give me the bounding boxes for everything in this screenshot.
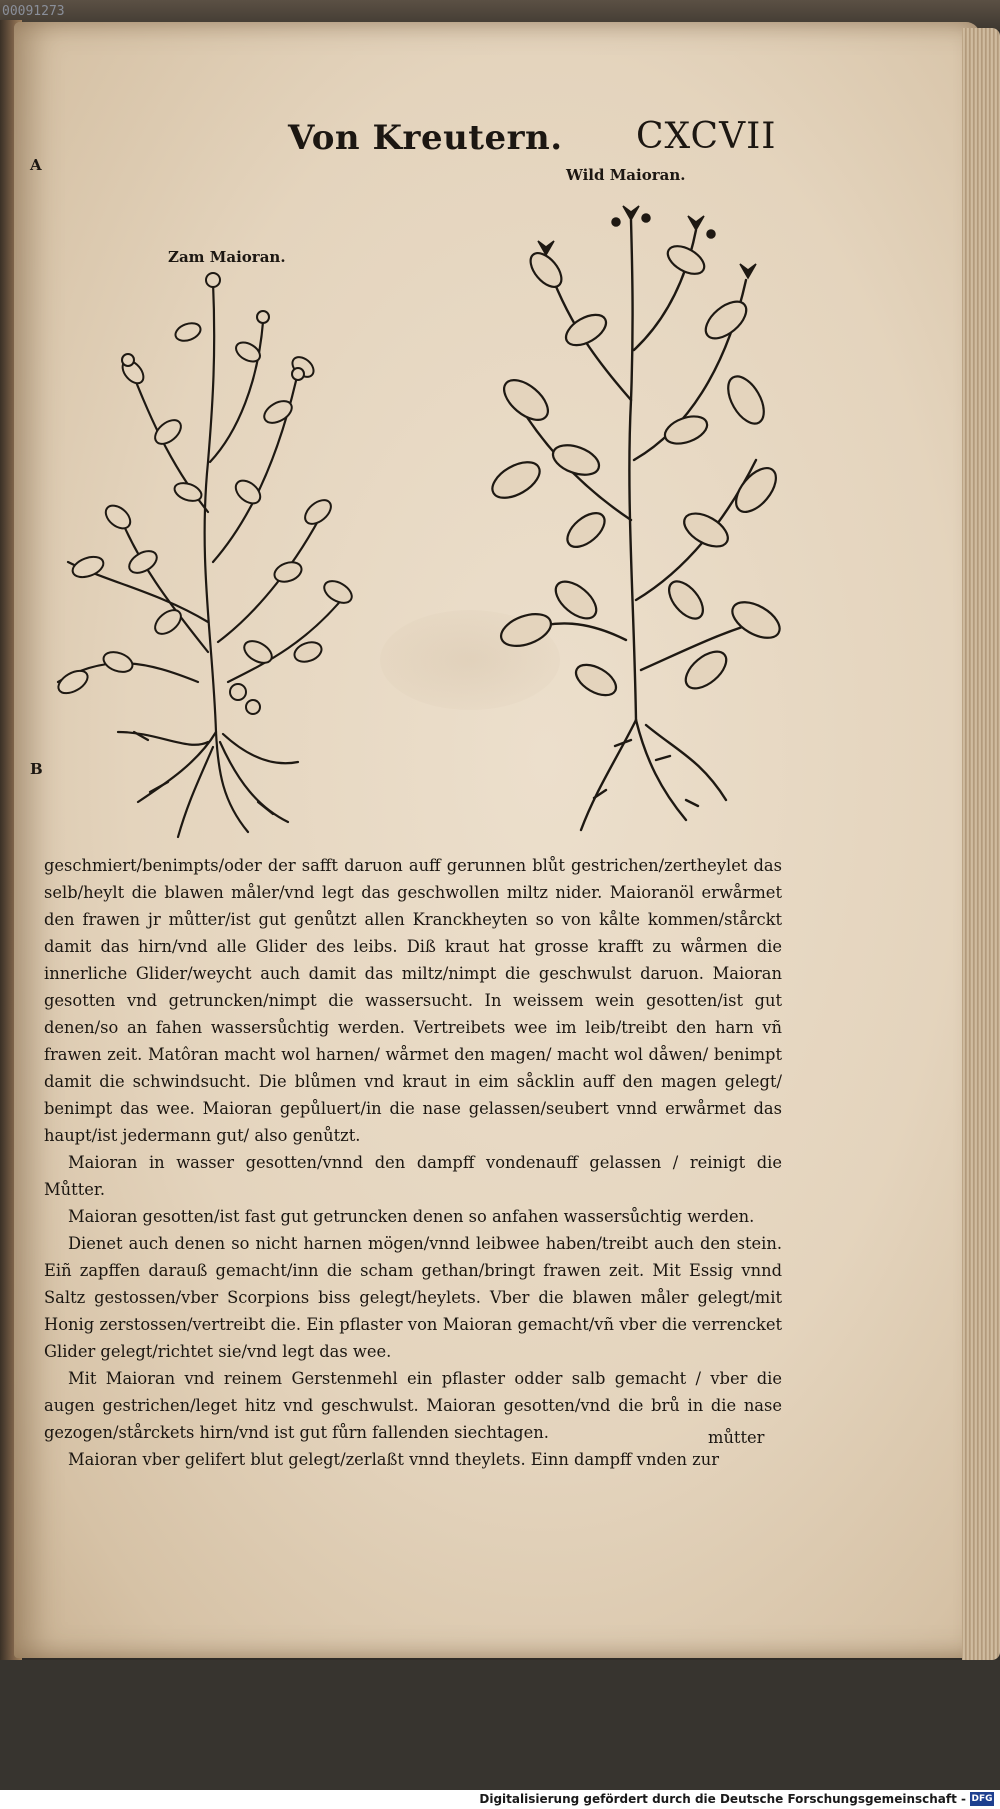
- catchword: můtter: [708, 1428, 765, 1447]
- figure-caption-zam: Zam Maioran.: [168, 248, 286, 266]
- marjoram-woodcut-icon: [48, 262, 378, 842]
- paragraph: Mit Maioran vnd reinem Gerstenmehl ein pflaster odder salb gemacht / vber die augen gestrichen/leget hitz vnd geschwulst. Maioran gesotten/vnd die brů in die nase gezogen/stårckets hirn/vnd ist gut fůrn fallenden siechtagen.: [44, 1369, 782, 1442]
- paragraph: Maioran in wasser gesotten/vnnd den dampff vondenauff gelassen / reinigt die Můtter.: [44, 1153, 782, 1199]
- scan-id: 00091273: [2, 4, 65, 19]
- signature-mark-a: A: [30, 156, 42, 174]
- paragraph: Maioran vber gelifert blut gelegt/zerlaßt vnnd theylets. Einn dampff vnden zur: [68, 1450, 720, 1469]
- footer-credit: Digitalisierung gefördert durch die Deutsche Forschungsgemeinschaft -: [479, 1792, 966, 1806]
- body-text: [44, 852, 782, 1473]
- paragraph: Dienet auch denen so nicht harnen mögen/vnnd leibwee haben/treibt auch den stein. Eiñ zapffen darauß gemacht/inn die scham gethan/bringt frawen zeit. Mit Essig vnnd Saltz gestossen/vber Scorpions biss gelegt/heylets. Vber die blawen måler gelegt/mit Honig zerstossen/vertreibt die. Ein pflaster von Maioran gemacht/vñ vber die verrencket Glider gelegt/richtet sie/vnd legt das wee.: [44, 1234, 782, 1361]
- running-head: Von Kreutern.: [288, 118, 563, 158]
- paragraph: geschmiert/benimpts/oder der safft daruon auff gerunnen blůt gestrichen/zertheylet das selb/heylt die blawen måler/vnd legt das geschwollen miltz nider. Maioranöl erwårmet den frawen jr můtter/ist gut genůtzt allen Kranckheyten so von kålte kommen/stårckt damit das hirn/vnd alle Glider des leibs. Diß kraut hat grosse krafft zu wårmen die innerliche Glider/weycht auch damit das miltz/nimpt die geschwulst daruon. Maioran gesotten vnd getruncken/nimpt die wassersucht. In weissem wein gesotten/ist gut denen/so an fahen wassersůchtig werden. Vertreibets wee im leib/treibt den harn vñ frawen zeit. Matôran macht wol harnen/ wårmet den magen/ macht wol dåwen/ benimpt damit die schwindsucht. Die blůmen vnd kraut in eim såcklin auff den magen gelegt/ benimpt das wee. Maioran gepůluert/in die nase gelassen/seubert vnnd erwårmet das haupt/ist jedermann gut/ also genůtzt.: [44, 856, 782, 1145]
- figure-caption-wild: Wild Maioran.: [566, 166, 686, 184]
- paragraph: Maioran gesotten/ist fast gut getruncken denen so anfahen wassersůchtig werden.: [68, 1207, 755, 1226]
- signature-mark-b: B: [30, 760, 43, 778]
- page-edge-stack: [962, 28, 1000, 1660]
- folio-number: CXCVII: [636, 116, 777, 157]
- dfg-logo: DFG: [971, 1794, 993, 1804]
- footer: [0, 1790, 1000, 1809]
- scan-background: [0, 1660, 1000, 1790]
- wild-marjoram-woodcut-icon: [486, 200, 786, 840]
